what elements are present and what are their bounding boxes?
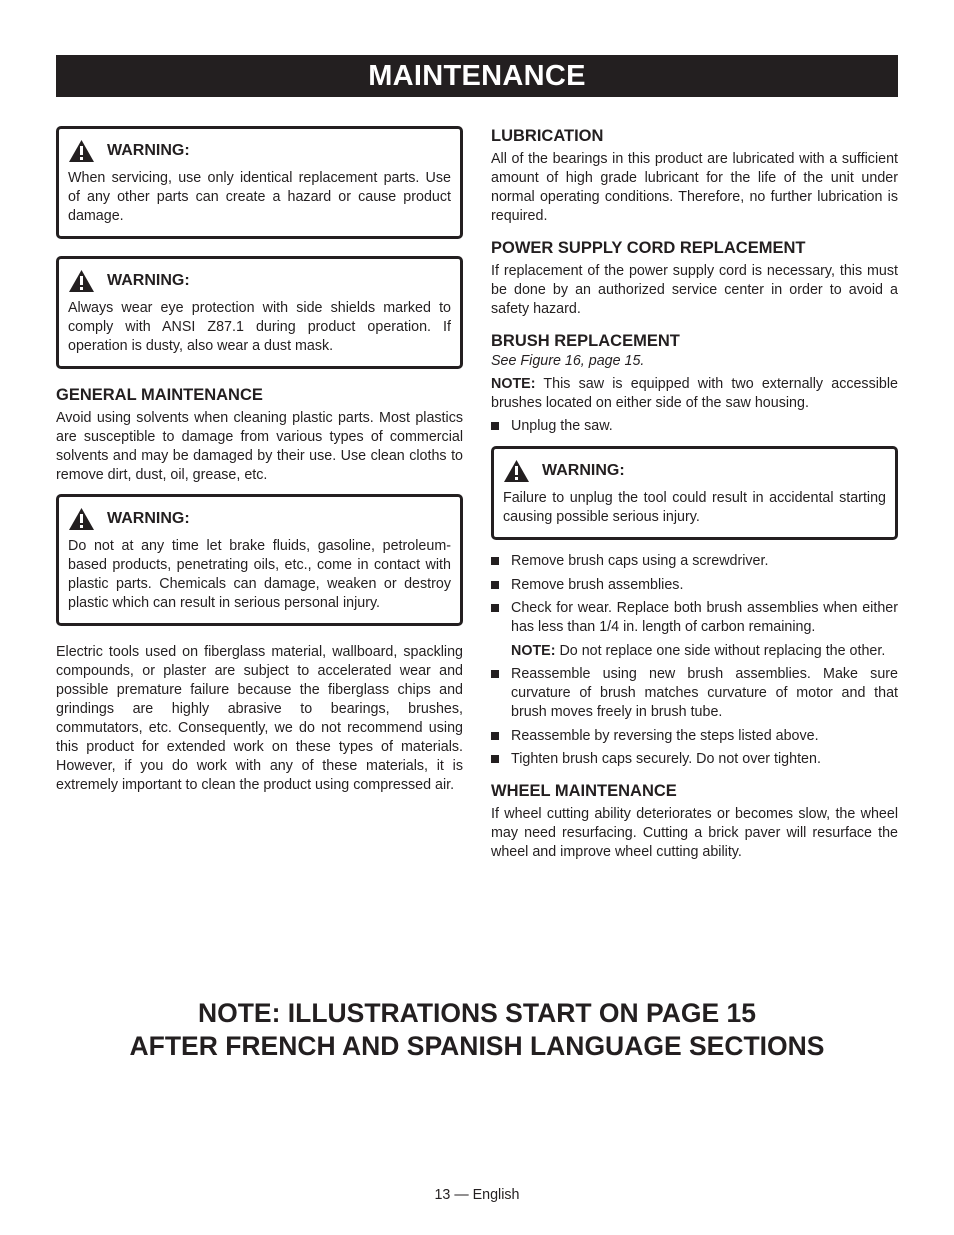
- wheel-maintenance-text: If wheel cutting ability deteriorates or becomes slow, the wheel may need resurfacing. Cutting a brick paver will resurface the wheel and improve wheel cutting ability.: [491, 806, 898, 860]
- warning-text: Failure to unplug the tool could result in accidental starting causing possible serious injury.: [503, 490, 886, 525]
- warning-text: Do not at any time let brake fluids, gasoline, petroleum-based products, penetrating oils, etc., come in contact with plastic parts. Chemicals can damage, weaken or destroy plastic which can result in serious personal injury.: [68, 538, 451, 611]
- list-item: Remove brush assemblies.: [491, 576, 898, 595]
- bullet-list-reassemble: [491, 665, 898, 769]
- warning-title: WARNING:: [107, 510, 190, 527]
- lubrication-text: All of the bearings in this product are lubricated with a sufficient amount of high grade lubricant for the life of the unit under normal operating conditions. Therefore, no further lubrication is required.: [491, 151, 898, 224]
- warning-box-replacement-parts: [56, 126, 463, 239]
- section-heading-lubrication: LUBRICATION: [491, 127, 604, 145]
- section-heading-general-maintenance: GENERAL MAINTENANCE: [56, 386, 263, 404]
- warning-title: WARNING:: [107, 142, 190, 159]
- brush-note: [491, 375, 898, 413]
- note-text: This saw is equipped with two externally accessible brushes located on either side of the saw housing.: [491, 376, 898, 411]
- cord-replacement-text: If replacement of the power supply cord is necessary, this must be done by an authorized service center in order to avoid a safety hazard.: [491, 263, 898, 317]
- warning-triangle-icon: [68, 139, 95, 163]
- fiberglass-text: Electric tools used on fiberglass material, wallboard, spackling compounds, or plaster are subject to accelerated wear and possible premature failure because the fiberglass chips and grindings are highly abrasive to bearings, brushes, commutators, etc. Consequently, we do not recommend using this product for extended work on these types of materials. However, if you do work with any of these materials, it is extremely important to clean the product using compressed air.: [56, 644, 463, 793]
- list-item: Remove brush caps using a screwdriver.: [491, 552, 898, 571]
- warning-triangle-icon: [68, 507, 95, 531]
- list-item: Tighten brush caps securely. Do not over tighten.: [491, 750, 898, 769]
- section-heading-wheel-maintenance: WHEEL MAINTENANCE: [491, 782, 677, 800]
- brush-sub-note: [491, 642, 898, 661]
- warning-box-eye-protection: [56, 256, 463, 369]
- page-title: MAINTENANCE: [56, 55, 898, 97]
- left-column: [56, 126, 463, 795]
- note-label: NOTE:: [491, 376, 536, 392]
- list-item: Reassemble using new brush assemblies. Make sure curvature of brush matches curvature of motor and that brush moves freely in brush tube.: [491, 665, 898, 722]
- section-heading-cord-replacement: POWER SUPPLY CORD REPLACEMENT: [491, 239, 806, 257]
- note-label: NOTE:: [511, 642, 556, 659]
- bullet-square-icon: [491, 755, 499, 763]
- bullet-square-icon: [491, 604, 499, 612]
- list-item: Check for wear. Replace both brush assemblies when either has less than 1/4 in. length of carbon remaining.: [491, 599, 898, 637]
- bullet-square-icon: [491, 557, 499, 565]
- section-heading-brush-replacement: BRUSH REPLACEMENT: [491, 332, 680, 350]
- general-maintenance-text: Avoid using solvents when cleaning plastic parts. Most plastics are susceptible to damage from various types of commercial solvents and may be damaged by their use. Use clean cloths to remove dirt, dust, oil, grease, etc.: [56, 410, 463, 483]
- warning-text: When servicing, use only identical replacement parts. Use of any other parts can create a hazard or cause product damage.: [68, 170, 451, 224]
- warning-triangle-icon: [68, 269, 95, 293]
- page-number: 13 — English: [434, 1187, 520, 1203]
- bullet-square-icon: [491, 422, 499, 430]
- list-item: Unplug the saw.: [491, 417, 898, 436]
- bullet-list-unplug: [491, 417, 898, 436]
- warning-box-chemicals: [56, 494, 463, 626]
- warning-box-unplug: [491, 446, 898, 540]
- notice-line-1: NOTE: ILLUSTRATIONS START ON PAGE 15: [198, 998, 756, 1028]
- warning-triangle-icon: [503, 459, 530, 483]
- bullet-square-icon: [491, 732, 499, 740]
- bullet-square-icon: [491, 581, 499, 589]
- bullet-list-brush-steps: [491, 552, 898, 637]
- right-column: [491, 126, 898, 862]
- warning-title: WARNING:: [542, 462, 625, 479]
- warning-title: WARNING:: [107, 272, 190, 289]
- notice-line-2: AFTER FRENCH AND SPANISH LANGUAGE SECTIONS: [129, 1031, 825, 1061]
- list-item: Reassemble by reversing the steps listed above.: [491, 727, 898, 746]
- bullet-square-icon: [491, 670, 499, 678]
- warning-text: Always wear eye protection with side shields marked to comply with ANSI Z87.1 during product operation. If operation is dusty, also wear a dust mask.: [68, 300, 451, 354]
- figure-reference: See Figure 16, page 15.: [491, 353, 645, 369]
- note-text: Do not replace one side without replacing the other.: [555, 642, 886, 659]
